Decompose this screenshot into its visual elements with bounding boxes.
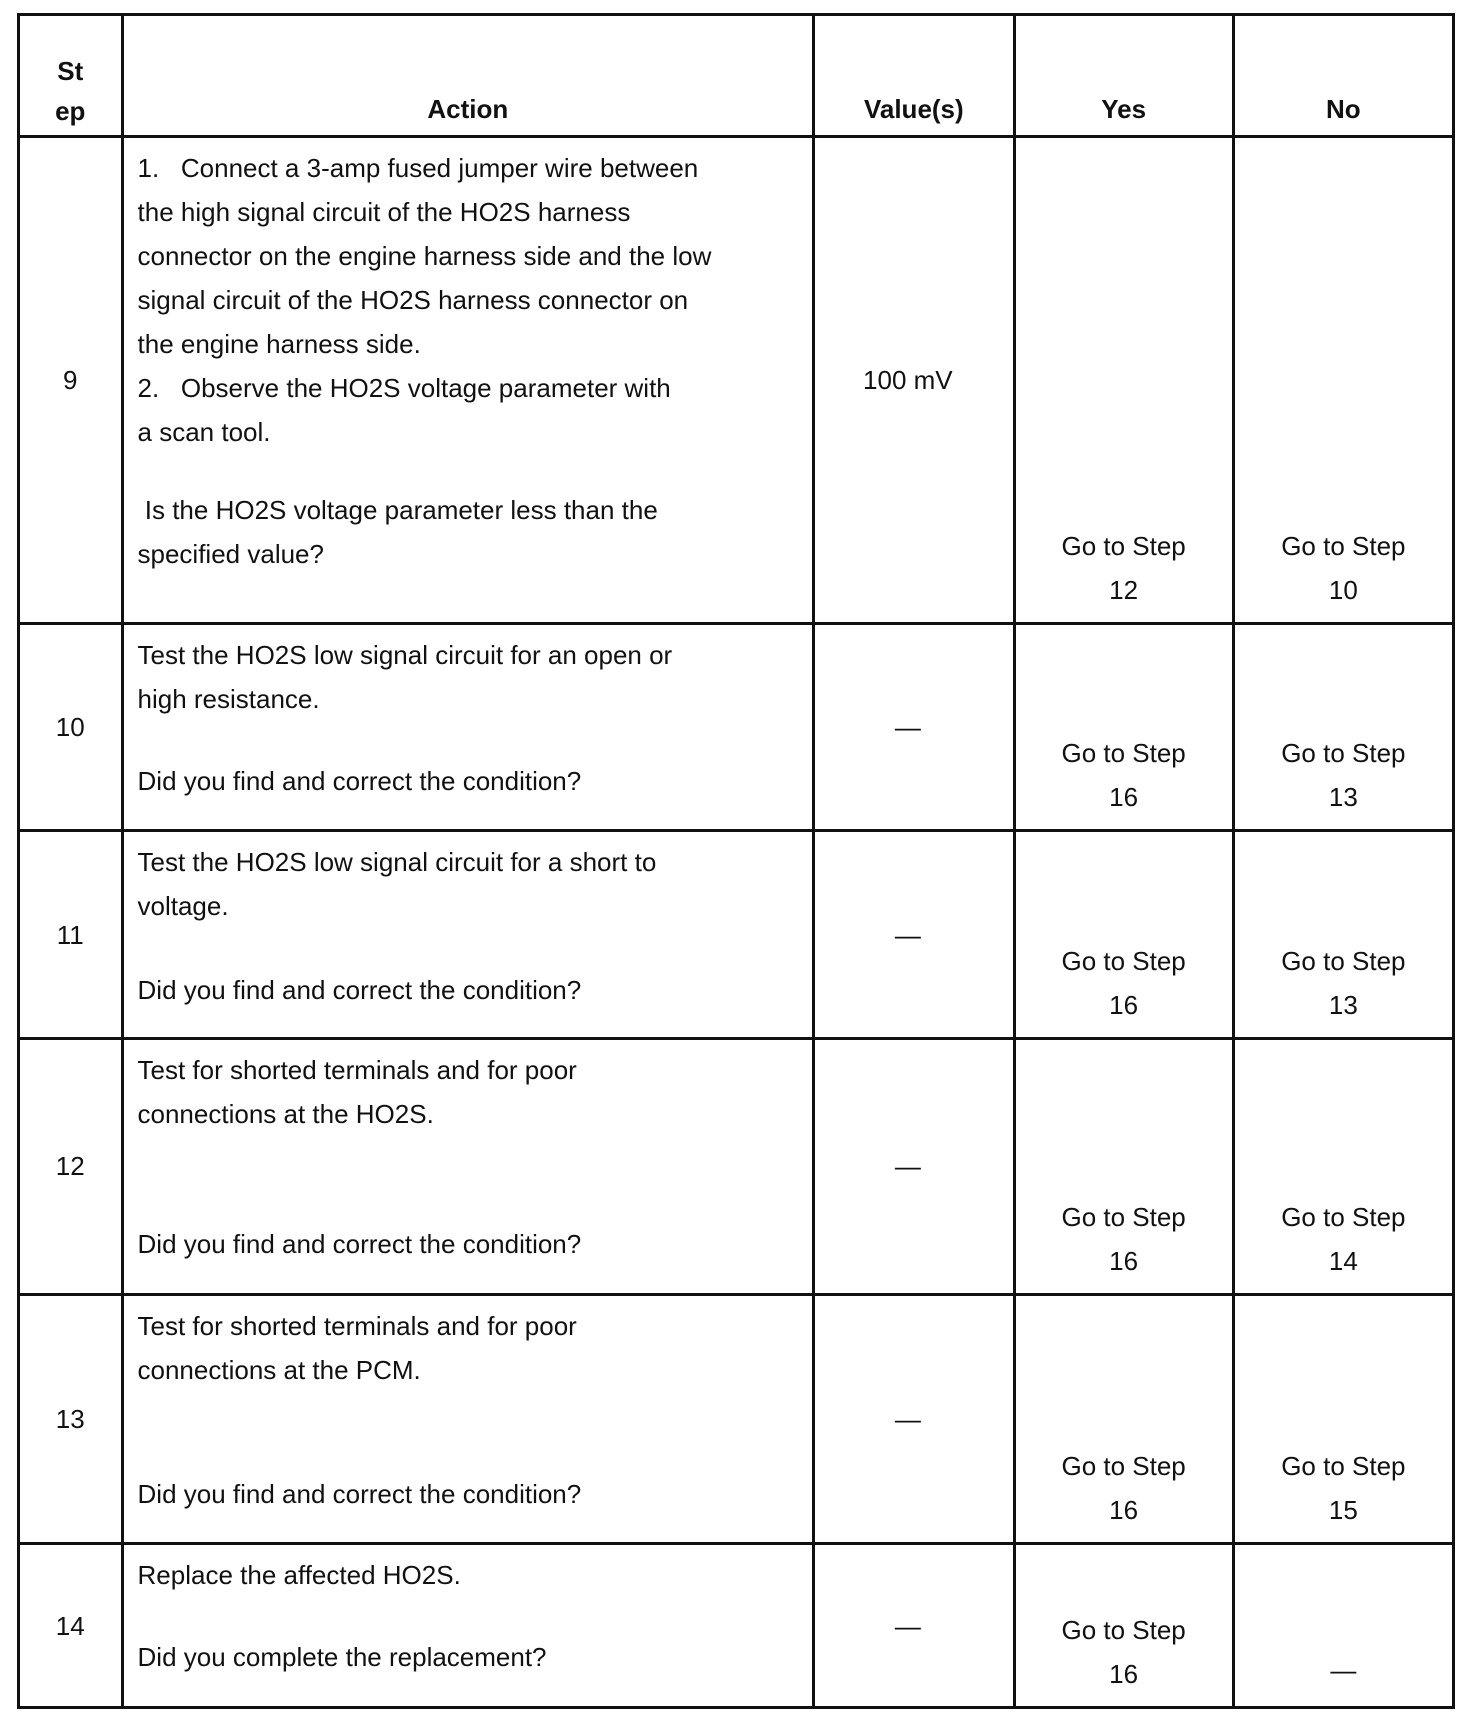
no-cell: [1233, 1294, 1453, 1544]
table-row: [19, 1544, 1454, 1708]
no-goto-step: 13: [1328, 782, 1358, 813]
header-no: No: [1233, 15, 1453, 137]
step-number: 9: [19, 137, 123, 624]
header-values: Value(s): [814, 15, 1014, 137]
yes-goto-step: 16: [1109, 1495, 1139, 1526]
question-line: Did you find and correct the condition?: [137, 1228, 582, 1259]
no-goto-step: 14: [1328, 1245, 1358, 1276]
yes-goto-step: 16: [1109, 782, 1139, 813]
yes-cell: [1014, 624, 1233, 831]
action-question: [138, 488, 787, 576]
header-step: St ep: [19, 15, 123, 137]
no-cell: [1233, 624, 1453, 831]
table-row: [19, 1294, 1454, 1544]
action-line: a scan tool.: [137, 417, 271, 447]
no-goto-step: 13: [1328, 989, 1358, 1020]
value-cell: —: [814, 624, 1014, 831]
no-goto-label: Go to Step: [1281, 1201, 1406, 1232]
action-cell: [122, 137, 814, 624]
yes-cell: [1014, 1294, 1233, 1544]
no-goto-step: 10: [1328, 575, 1358, 606]
question-line: specified value?: [137, 539, 324, 569]
action-cell: [122, 1294, 814, 1544]
action-line: connections at the HO2S.: [137, 1098, 434, 1129]
yes-goto-label: Go to Step: [1061, 1615, 1186, 1645]
yes-goto-label: Go to Step: [1061, 738, 1186, 769]
action-cell: [122, 1544, 814, 1708]
diagnostic-step-table: [17, 13, 1455, 1709]
action-line: the high signal circuit of the HO2S harness: [137, 197, 631, 227]
yes-goto-step: 12: [1109, 575, 1139, 606]
question-line: Did you complete the replacement?: [137, 1642, 547, 1673]
question-line: Did you find and correct the condition?: [137, 1478, 582, 1509]
no-cell: [1233, 137, 1453, 624]
yes-goto-step: 16: [1109, 1245, 1139, 1276]
action-line: Test the HO2S low signal circuit for a short to: [137, 847, 657, 878]
action-question: [138, 968, 787, 1012]
action-question: [138, 759, 787, 803]
no-goto-step: 15: [1328, 1495, 1358, 1526]
step-number: 12: [19, 1038, 123, 1294]
action-cell: [122, 831, 814, 1038]
action-line: signal circuit of the HO2S harness connector on: [137, 285, 689, 315]
action-line: high resistance.: [137, 684, 320, 715]
no-goto-label: Go to Step: [1281, 945, 1406, 976]
yes-goto-label: Go to Step: [1061, 1201, 1186, 1232]
action-line: connector on the engine harness side and the low: [137, 241, 712, 271]
value-cell: —: [814, 831, 1014, 1038]
action-question: [138, 1222, 787, 1266]
action-line: connections at the PCM.: [137, 1354, 421, 1385]
yes-cell: [1014, 831, 1233, 1038]
table-row: [19, 137, 1454, 624]
no-goto-label: Go to Step: [1281, 531, 1406, 562]
yes-cell: [1014, 137, 1233, 624]
header-action: Action: [122, 15, 814, 137]
yes-goto-label: Go to Step: [1061, 945, 1186, 976]
action-line: voltage.: [137, 891, 229, 922]
no-goto-label: Go to Step: [1281, 1451, 1406, 1482]
action-line: Test for shorted terminals and for poor: [137, 1310, 577, 1341]
action-line: Replace the affected HO2S.: [137, 1560, 461, 1591]
table-row: [19, 624, 1454, 831]
action-cell: [122, 624, 814, 831]
step-number: 10: [19, 624, 123, 831]
diagnostic-table-sheet: [17, 13, 1455, 1709]
action-line: 2. Observe the HO2S voltage parameter with: [137, 373, 671, 403]
no-dash: —: [1330, 1655, 1357, 1685]
no-cell: [1233, 1544, 1453, 1708]
question-line: Did you find and correct the condition?: [137, 975, 582, 1006]
action-line: the engine harness side.: [137, 329, 421, 359]
action-line: 1. Connect a 3-amp fused jumper wire between: [137, 153, 699, 183]
step-number: 14: [19, 1544, 123, 1708]
value-cell: —: [814, 1294, 1014, 1544]
yes-cell: [1014, 1544, 1233, 1708]
no-cell: [1233, 831, 1453, 1038]
question-line: Did you find and correct the condition?: [137, 766, 582, 797]
value-cell: 100 mV: [814, 137, 1014, 624]
yes-goto-label: Go to Step: [1061, 531, 1186, 562]
no-goto-label: Go to Step: [1281, 738, 1406, 769]
yes-goto-step: 16: [1109, 1659, 1139, 1689]
value-cell: —: [814, 1038, 1014, 1294]
action-cell: [122, 1038, 814, 1294]
table-row: [19, 831, 1454, 1038]
header-row: [19, 15, 1454, 137]
action-line: Test for shorted terminals and for poor: [137, 1054, 577, 1085]
action-question: [138, 1635, 787, 1679]
action-question: [138, 1472, 787, 1516]
question-line: Is the HO2S voltage parameter less than the: [137, 495, 658, 525]
yes-goto-label: Go to Step: [1061, 1451, 1186, 1482]
step-number: 11: [19, 831, 123, 1038]
table-row: [19, 1038, 1454, 1294]
yes-goto-step: 16: [1109, 989, 1139, 1020]
header-yes: Yes: [1014, 15, 1233, 137]
yes-cell: [1014, 1038, 1233, 1294]
step-number: 13: [19, 1294, 123, 1544]
action-line: Test the HO2S low signal circuit for an open or: [137, 640, 673, 671]
no-cell: [1233, 1038, 1453, 1294]
value-cell: —: [814, 1544, 1014, 1708]
